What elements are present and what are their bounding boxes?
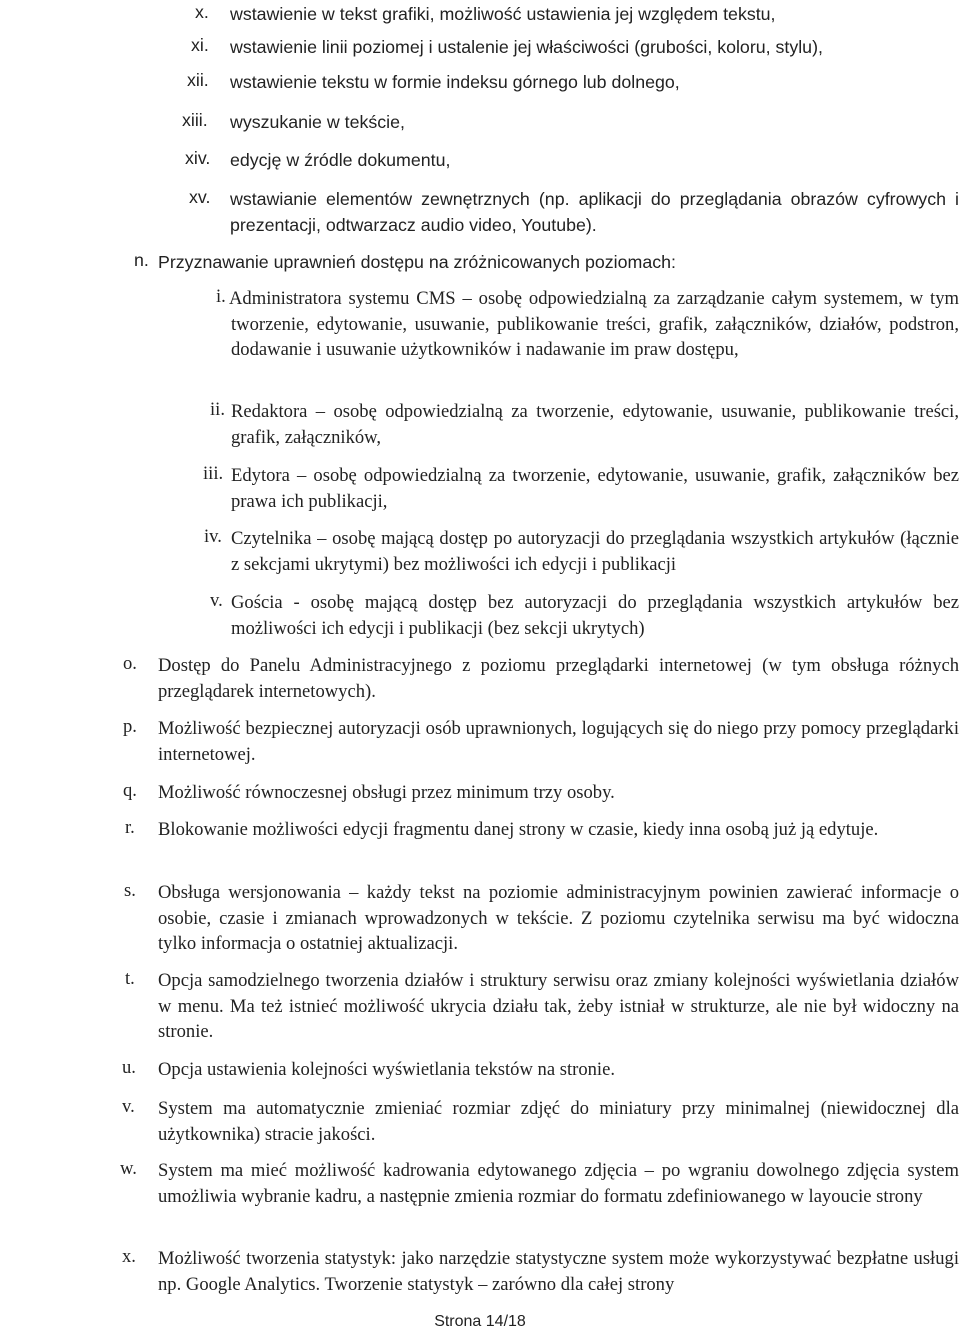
list-item: Blokowanie możliwości edycji fragmentu danej strony w czasie, kiedy inna osobą już ją edytuje. xyxy=(158,819,879,840)
list-item: Administratora systemu CMS – osobę odpowiedzialną za zarządzanie całym systemem, w tym tworzenie, edytowanie, usuwanie, publikowanie treści, grafik, załączników, działów, podstron, dodawanie i usuwanie użytkowników i nadawanie im praw dostępu, xyxy=(229,288,959,360)
page-number: Strona 14/18 xyxy=(434,1313,526,1330)
list-item: wstawienie w tekst grafiki, możliwość ustawienia jej względem tekstu, xyxy=(230,4,776,24)
list-item: Opcja samodzielnego tworzenia działów i struktury serwisu oraz zmiany kolejności wyświetlania działów w menu. Ma też istnieć możliwość ukrycia działu tak, żeby istniał w strukturze, ale nie był widoczny na stronie. xyxy=(158,970,959,1042)
list-label: iii. xyxy=(203,463,224,484)
list-label: r. xyxy=(125,817,135,838)
list-label: xiii. xyxy=(182,110,208,130)
list-item: Edytora – osobę odpowiedzialną za tworzenie, edytowanie, usuwanie, grafik, załączników bez prawa ich publikacji, xyxy=(231,465,959,512)
list-item: Czytelnika – osobę mającą dostęp po autoryzacji do przeglądania wszystkich artykułów (łącznie z sekcjami ukrytymi) bez możliwości ich edycji i publikacji xyxy=(231,528,959,575)
list-label: v. xyxy=(122,1096,135,1117)
list-item: Możliwość tworzenia statystyk: jako narzędzie statystyczne system może wykorzystywać bezpłatne usługi np. Google Analytics. Tworzenie statystyk – zarówno dla całej strony xyxy=(158,1248,959,1295)
list-label: u. xyxy=(122,1057,136,1078)
list-label: x. xyxy=(122,1246,136,1267)
list-label: t. xyxy=(125,968,135,989)
list-item: edycję w źródle dokumentu, xyxy=(230,150,451,170)
list-label: p. xyxy=(123,716,137,737)
list-label: o. xyxy=(123,653,137,674)
list-label: i. xyxy=(216,286,226,307)
list-item: wstawienie tekstu w formie indeksu górnego lub dolnego, xyxy=(230,72,680,92)
list-label: xi. xyxy=(191,35,209,55)
list-label: q. xyxy=(123,780,137,801)
list-label: xv. xyxy=(189,187,211,207)
list-item: Obsługa wersjonowania – każdy tekst na poziomie administracyjnym powinien zawierać informacje o osobie, czasie i zmianach wprowadzonych w tekście. Z poziomu czytelnika serwisu ma być widoczna tylko informacja o ostatniej aktualizacji. xyxy=(158,882,959,954)
list-label: iv. xyxy=(204,526,222,547)
list-label: x. xyxy=(195,2,209,22)
list-item: Możliwość bezpiecznej autoryzacji osób uprawnionych, logujących się do niego przy pomocy przeglądarki internetowej. xyxy=(158,718,959,765)
list-label: s. xyxy=(124,880,136,901)
list-label: xiv. xyxy=(185,148,211,168)
list-item: System ma mieć możliwość kadrowania edytowanego zdjęcia – po wgraniu dowolnego zdjęcia system umożliwia wybranie kadru, a następnie zmienia rozmiar do formatu zdefiniowanego w layoucie strony xyxy=(158,1160,959,1207)
list-item: wstawianie elementów zewnętrznych (np. aplikacji do przeglądania obrazów cyfrowych i prezentacji, odtwarzacz audio video, Youtube). xyxy=(230,189,959,235)
list-item: Opcja ustawienia kolejności wyświetlania tekstów na stronie. xyxy=(158,1059,615,1080)
list-label: v. xyxy=(210,590,223,611)
list-item: System ma automatycznie zmieniać rozmiar zdjęć do miniatury przy minimalnej (niewidocznej dla użytkownika) stracie jakości. xyxy=(158,1098,959,1145)
list-label: w. xyxy=(120,1158,137,1179)
list-item: Przyznawanie uprawnień dostępu na zróżnicowanych poziomach: xyxy=(158,252,676,272)
list-item: wyszukanie w tekście, xyxy=(230,112,405,132)
list-item: Dostęp do Panelu Administracyjnego z poziomu przeglądarki internetowej (w tym obsługa różnych przeglądarek internetowych). xyxy=(158,655,959,702)
list-item: Gościa - osobę mającą dostęp bez autoryzacji do przeglądania wszystkich artykułów bez możliwości ich edycji i publikacji (bez sekcji ukrytych) xyxy=(231,592,959,639)
list-item: wstawienie linii poziomej i ustalenie jej właściwości (grubości, koloru, stylu), xyxy=(230,37,823,57)
list-label: ii. xyxy=(210,399,225,420)
list-label: xii. xyxy=(187,70,209,90)
list-item: Możliwość równoczesnej obsługi przez minimum trzy osoby. xyxy=(158,782,615,803)
list-label: n. xyxy=(134,250,149,270)
list-item: Redaktora – osobę odpowiedzialną za tworzenie, edytowanie, usuwanie, publikowanie treści, grafik, załączników, xyxy=(231,401,959,448)
